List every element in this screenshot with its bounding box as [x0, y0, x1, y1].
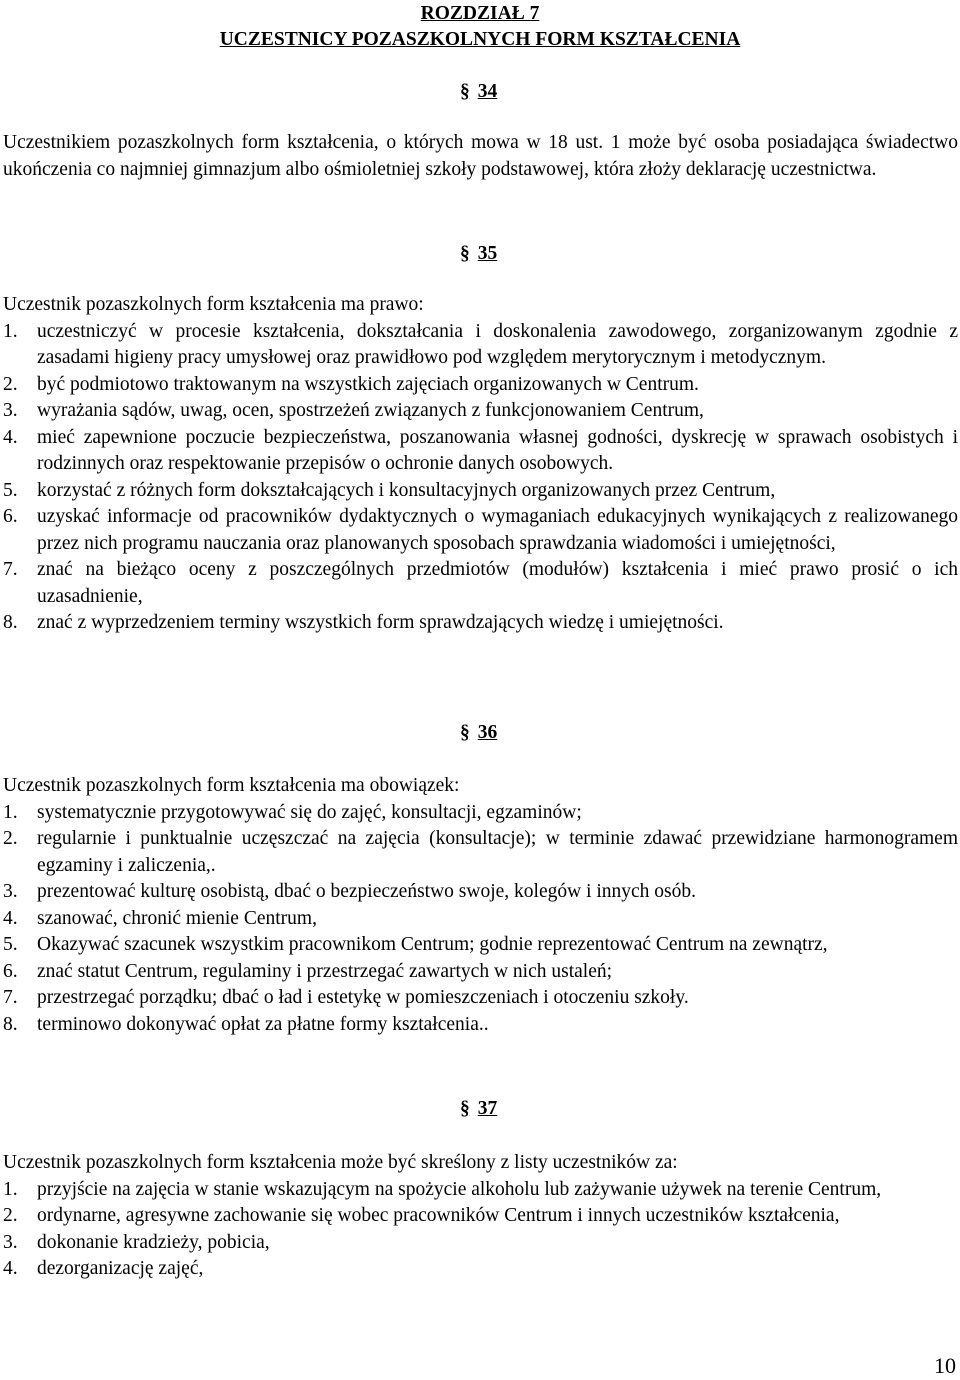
section-number: 37 [477, 1098, 498, 1119]
list-item [3, 959, 958, 986]
list-item-number: 8. [3, 1013, 18, 1035]
list-item-number: 4. [3, 1258, 18, 1279]
list-item-text: terminowo dokonywać opłat za płatne formy kształcenia.. [37, 1013, 489, 1035]
section-heading-34 [460, 79, 497, 106]
list-item-number: 5. [3, 934, 18, 955]
section-symbol: § [460, 81, 470, 102]
list-item-number: 2. [3, 373, 18, 395]
list-item-text: wyrażania sądów, uwag, ocen, spostrzeżeń związanych z funkcjonowaniem Centrum, [37, 400, 704, 421]
section-number: 35 [477, 243, 498, 264]
section-34-text: Uczestnikiem pozaszkolnych form kształcenia, o których mowa w 18 ust. 1 może być osoba posiadająca świadectwo ukończenia co najmniej gimnazjum albo ośmioletniej szkoły podstawowej, która złoży deklarację uczestnictwa. [3, 132, 958, 180]
list-item [3, 425, 958, 478]
list-item-text: dezorganizację zajęć, [37, 1258, 204, 1279]
list-item-text: ordynarne, agresywne zachowanie się wobec pracowników Centrum i innych uczestników kształcenia, [37, 1205, 840, 1226]
list-item-text: korzystać z różnych form dokształcających i konsultacyjnych organizowanych przez Centrum, [37, 479, 776, 501]
chapter-number: ROZDZIAŁ 7 [420, 3, 540, 24]
list-item-number: 1. [3, 320, 18, 342]
list-item-text: mieć zapewnione poczucie bezpieczeństwa, poszanowania własnej godności, dyskrecję w sprawach osobistych i rodzinnych oraz respektowanie przepisów o ochronie danych osobowych. [37, 426, 958, 474]
list-item-text: dokonanie kradzieży, pobicia, [37, 1231, 270, 1253]
list-item-number: 4. [3, 426, 18, 448]
section-36-body [3, 773, 958, 1038]
section-number: 36 [477, 722, 498, 743]
section-35-intro: Uczestnik pozaszkolnych form kształcenia ma prawo: [3, 294, 424, 315]
list-item [3, 1203, 958, 1230]
section-36-intro: Uczestnik pozaszkolnych form kształcenia ma obowiązek: [3, 775, 460, 796]
list-item-text: szanować, chronić mienie Centrum, [37, 907, 317, 929]
list-item-number: 3. [3, 881, 18, 902]
list-item-text: regularnie i punktualnie uczęszczać na zajęcia (konsultacje); w terminie zdawać przewidziane harmonogramem egzaminy i zaliczenia,. [37, 828, 958, 876]
list-item-text: uzyskać informacje od pracowników dydaktycznych o wymaganiach edukacyjnych wynikających z realizowanego przez nich programu nauczania oraz planowanych sposobach sprawdzania wiadomości i umiejętności, [37, 506, 958, 554]
list-item-text: przyjście na zajęcia w stanie wskazującym na spożycie alkoholu lub zażywanie używek na terenie Centrum, [37, 1178, 882, 1200]
list-item [3, 800, 958, 827]
section-37-intro: Uczestnik pozaszkolnych form kształcenia może być skreślony z listy uczestników za: [3, 1152, 678, 1173]
list-item-number: 2. [3, 828, 18, 849]
list-item-number: 5. [3, 479, 18, 501]
list-item-number: 1. [3, 1178, 18, 1200]
list-item-number: 3. [3, 400, 18, 421]
list-item [3, 372, 958, 399]
section-symbol: § [460, 243, 470, 264]
section-number: 34 [477, 81, 498, 102]
section-34-body [3, 130, 958, 183]
list-item [3, 1230, 958, 1257]
section-symbol: § [460, 722, 470, 743]
list-item-number: 7. [3, 987, 18, 1008]
list-item [3, 932, 958, 959]
list-item-number: 4. [3, 907, 18, 929]
list-item-text: znać statut Centrum, regulaminy i przestrzegać zawartych w nich ustaleń; [37, 960, 613, 982]
list-item [3, 478, 958, 505]
list-item [3, 826, 958, 879]
list-item-text: prezentować kulturę osobistą, dbać o bezpieczeństwo swoje, kolegów i innych osób. [37, 881, 697, 902]
list-item-text: przestrzegać porządku; dbać o ład i estetykę w pomieszczeniach i otoczeniu szkoły. [37, 987, 689, 1008]
list-item [3, 985, 958, 1012]
chapter-title: UCZESTNICY POZASZKOLNYCH FORM KSZTAŁCENIA [219, 29, 741, 50]
page-number: 10 [934, 1353, 956, 1378]
list-item-text: Okazywać szacunek wszystkim pracownikom Centrum; godnie reprezentować Centrum na zewnątrz, [37, 934, 828, 955]
list-item [3, 319, 958, 372]
section-heading-36 [460, 720, 497, 747]
list-item-text: znać na bieżąco oceny z poszczególnych przedmiotów (modułów) kształcenia i mieć prawo prosić o ich uzasadnienie, [37, 559, 958, 607]
section-heading-35 [460, 241, 497, 268]
list-item-text: systematycznie przygotowywać się do zajęć, konsultacji, egzaminów; [37, 801, 582, 823]
list-item-text: znać z wyprzedzeniem terminy wszystkich form sprawdzających wiedzę i umiejętności. [37, 612, 724, 633]
list-item-text: być podmiotowo traktowanym na wszystkich zajęciach organizowanych w Centrum. [37, 373, 699, 395]
section-35-body [3, 292, 958, 637]
list-item-number: 8. [3, 612, 18, 633]
list-item-number: 2. [3, 1205, 18, 1226]
list-item [3, 504, 958, 557]
list-item-text: uczestniczyć w procesie kształcenia, dokształcania i doskonalenia zawodowego, zorganizowanym zgodnie z zasadami higieny pracy umysłowej oraz prawidłowo pod względem merytorycznym i metodycznym. [37, 320, 958, 368]
section-heading-37 [460, 1096, 497, 1123]
list-item [3, 610, 958, 637]
list-item [3, 398, 958, 425]
section-symbol: § [460, 1098, 470, 1119]
list-item [3, 1256, 958, 1283]
list-item [3, 1177, 958, 1204]
list-item-number: 1. [3, 801, 18, 823]
list-item [3, 557, 958, 610]
list-item [3, 879, 958, 906]
section-37-body [3, 1150, 958, 1283]
list-item-number: 3. [3, 1231, 18, 1253]
list-item-number: 6. [3, 960, 18, 982]
list-item [3, 1012, 958, 1039]
list-item-number: 7. [3, 559, 18, 580]
list-item [3, 906, 958, 933]
list-item-number: 6. [3, 506, 18, 527]
